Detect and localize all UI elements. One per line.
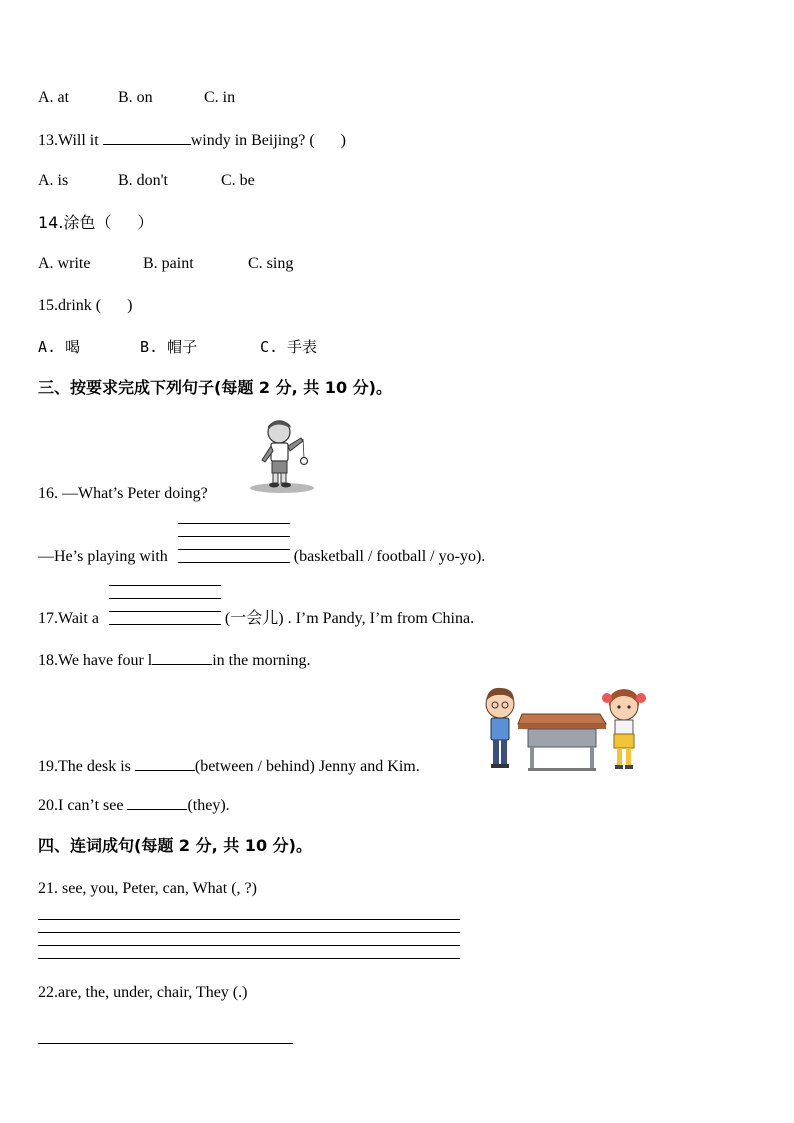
q17-text-pre: 17.Wait a <box>38 610 99 627</box>
q13-blank[interactable] <box>103 130 191 145</box>
q20-blank[interactable] <box>127 795 187 810</box>
q21-answer-line-2[interactable] <box>38 932 460 933</box>
q13-option-c: C. be <box>221 172 255 189</box>
q18-blank[interactable] <box>152 650 212 665</box>
q14-stem <box>38 213 153 234</box>
q16-answer-blank[interactable] <box>178 549 290 567</box>
section4-heading: 四、连词成句(每题 2 分, 共 10 分)。 <box>38 836 312 855</box>
q15-option-c: C. 手表 <box>260 338 318 356</box>
q16-question: 16. —What’s Peter doing? <box>38 485 208 502</box>
q14-option-c: C. sing <box>248 255 294 272</box>
q16-answer-text-post: (basketball / football / yo-yo). <box>289 548 486 565</box>
q13-text-pre: 13.Will it <box>38 132 103 149</box>
section3-heading: 三、按要求完成下列句子(每题 2 分, 共 10 分)。 <box>38 378 392 397</box>
q14-text: 14.涂色（ <box>38 213 112 232</box>
q14-paren-close: ） <box>137 213 154 232</box>
q16-answer <box>38 547 485 567</box>
q15-paren-close: ) <box>127 297 133 314</box>
q21-answer-line-1[interactable] <box>38 919 460 920</box>
q18-stem <box>38 650 310 671</box>
q15-option-b: B. 帽子 <box>140 338 198 356</box>
desk-between-children-illustration <box>478 684 650 774</box>
q17-blank[interactable] <box>109 611 221 629</box>
q15-text: 15.drink ( <box>38 297 102 314</box>
q14-option-b: B. paint <box>143 255 194 272</box>
q21-answer-line-4[interactable] <box>38 958 460 959</box>
q15-options <box>38 337 317 357</box>
q13-text-post: windy in Beijing? ( <box>190 132 315 149</box>
q13-option-b: B. don't <box>118 172 168 189</box>
q19-text-post: (between / behind) Jenny and Kim. <box>194 758 420 775</box>
q17-text-post: (一会儿) . I’m Pandy, I’m from China. <box>220 610 475 627</box>
q19-blank[interactable] <box>135 756 195 771</box>
q12-options <box>38 88 235 108</box>
boy-yoyo-illustration <box>246 416 318 496</box>
q18-text-pre: 18.We have four l <box>38 652 153 669</box>
q20-text-pre: 20.I can’t see <box>38 797 128 814</box>
q20-stem <box>38 795 230 816</box>
q16-answer-text-pre: —He’s playing with <box>38 548 168 565</box>
q13-option-a: A. is <box>38 172 69 189</box>
q14-option-a: A. write <box>38 255 91 272</box>
q21-stem: 21. see, you, Peter, can, What (, ?) <box>38 880 257 897</box>
q19-stem <box>38 756 420 777</box>
q13-paren-close: ) <box>340 132 346 149</box>
q12-option-c: C. in <box>204 89 236 106</box>
q14-options <box>38 254 293 274</box>
q17-stem <box>38 609 474 629</box>
q15-stem <box>38 296 132 316</box>
q22-stem: 22.are, the, under, chair, They (.) <box>38 984 248 1001</box>
q19-text-pre: 19.The desk is <box>38 758 135 775</box>
q13-stem <box>38 130 346 151</box>
q18-text-post: in the morning. <box>212 652 311 669</box>
q12-option-b: B. on <box>118 89 153 106</box>
q21-answer-line-3[interactable] <box>38 945 460 946</box>
q13-options <box>38 171 255 191</box>
q15-option-a: A. 喝 <box>38 338 81 356</box>
q20-text-post: (they). <box>187 797 230 814</box>
q12-option-a: A. at <box>38 89 70 106</box>
q22-answer-line[interactable] <box>38 1043 293 1044</box>
